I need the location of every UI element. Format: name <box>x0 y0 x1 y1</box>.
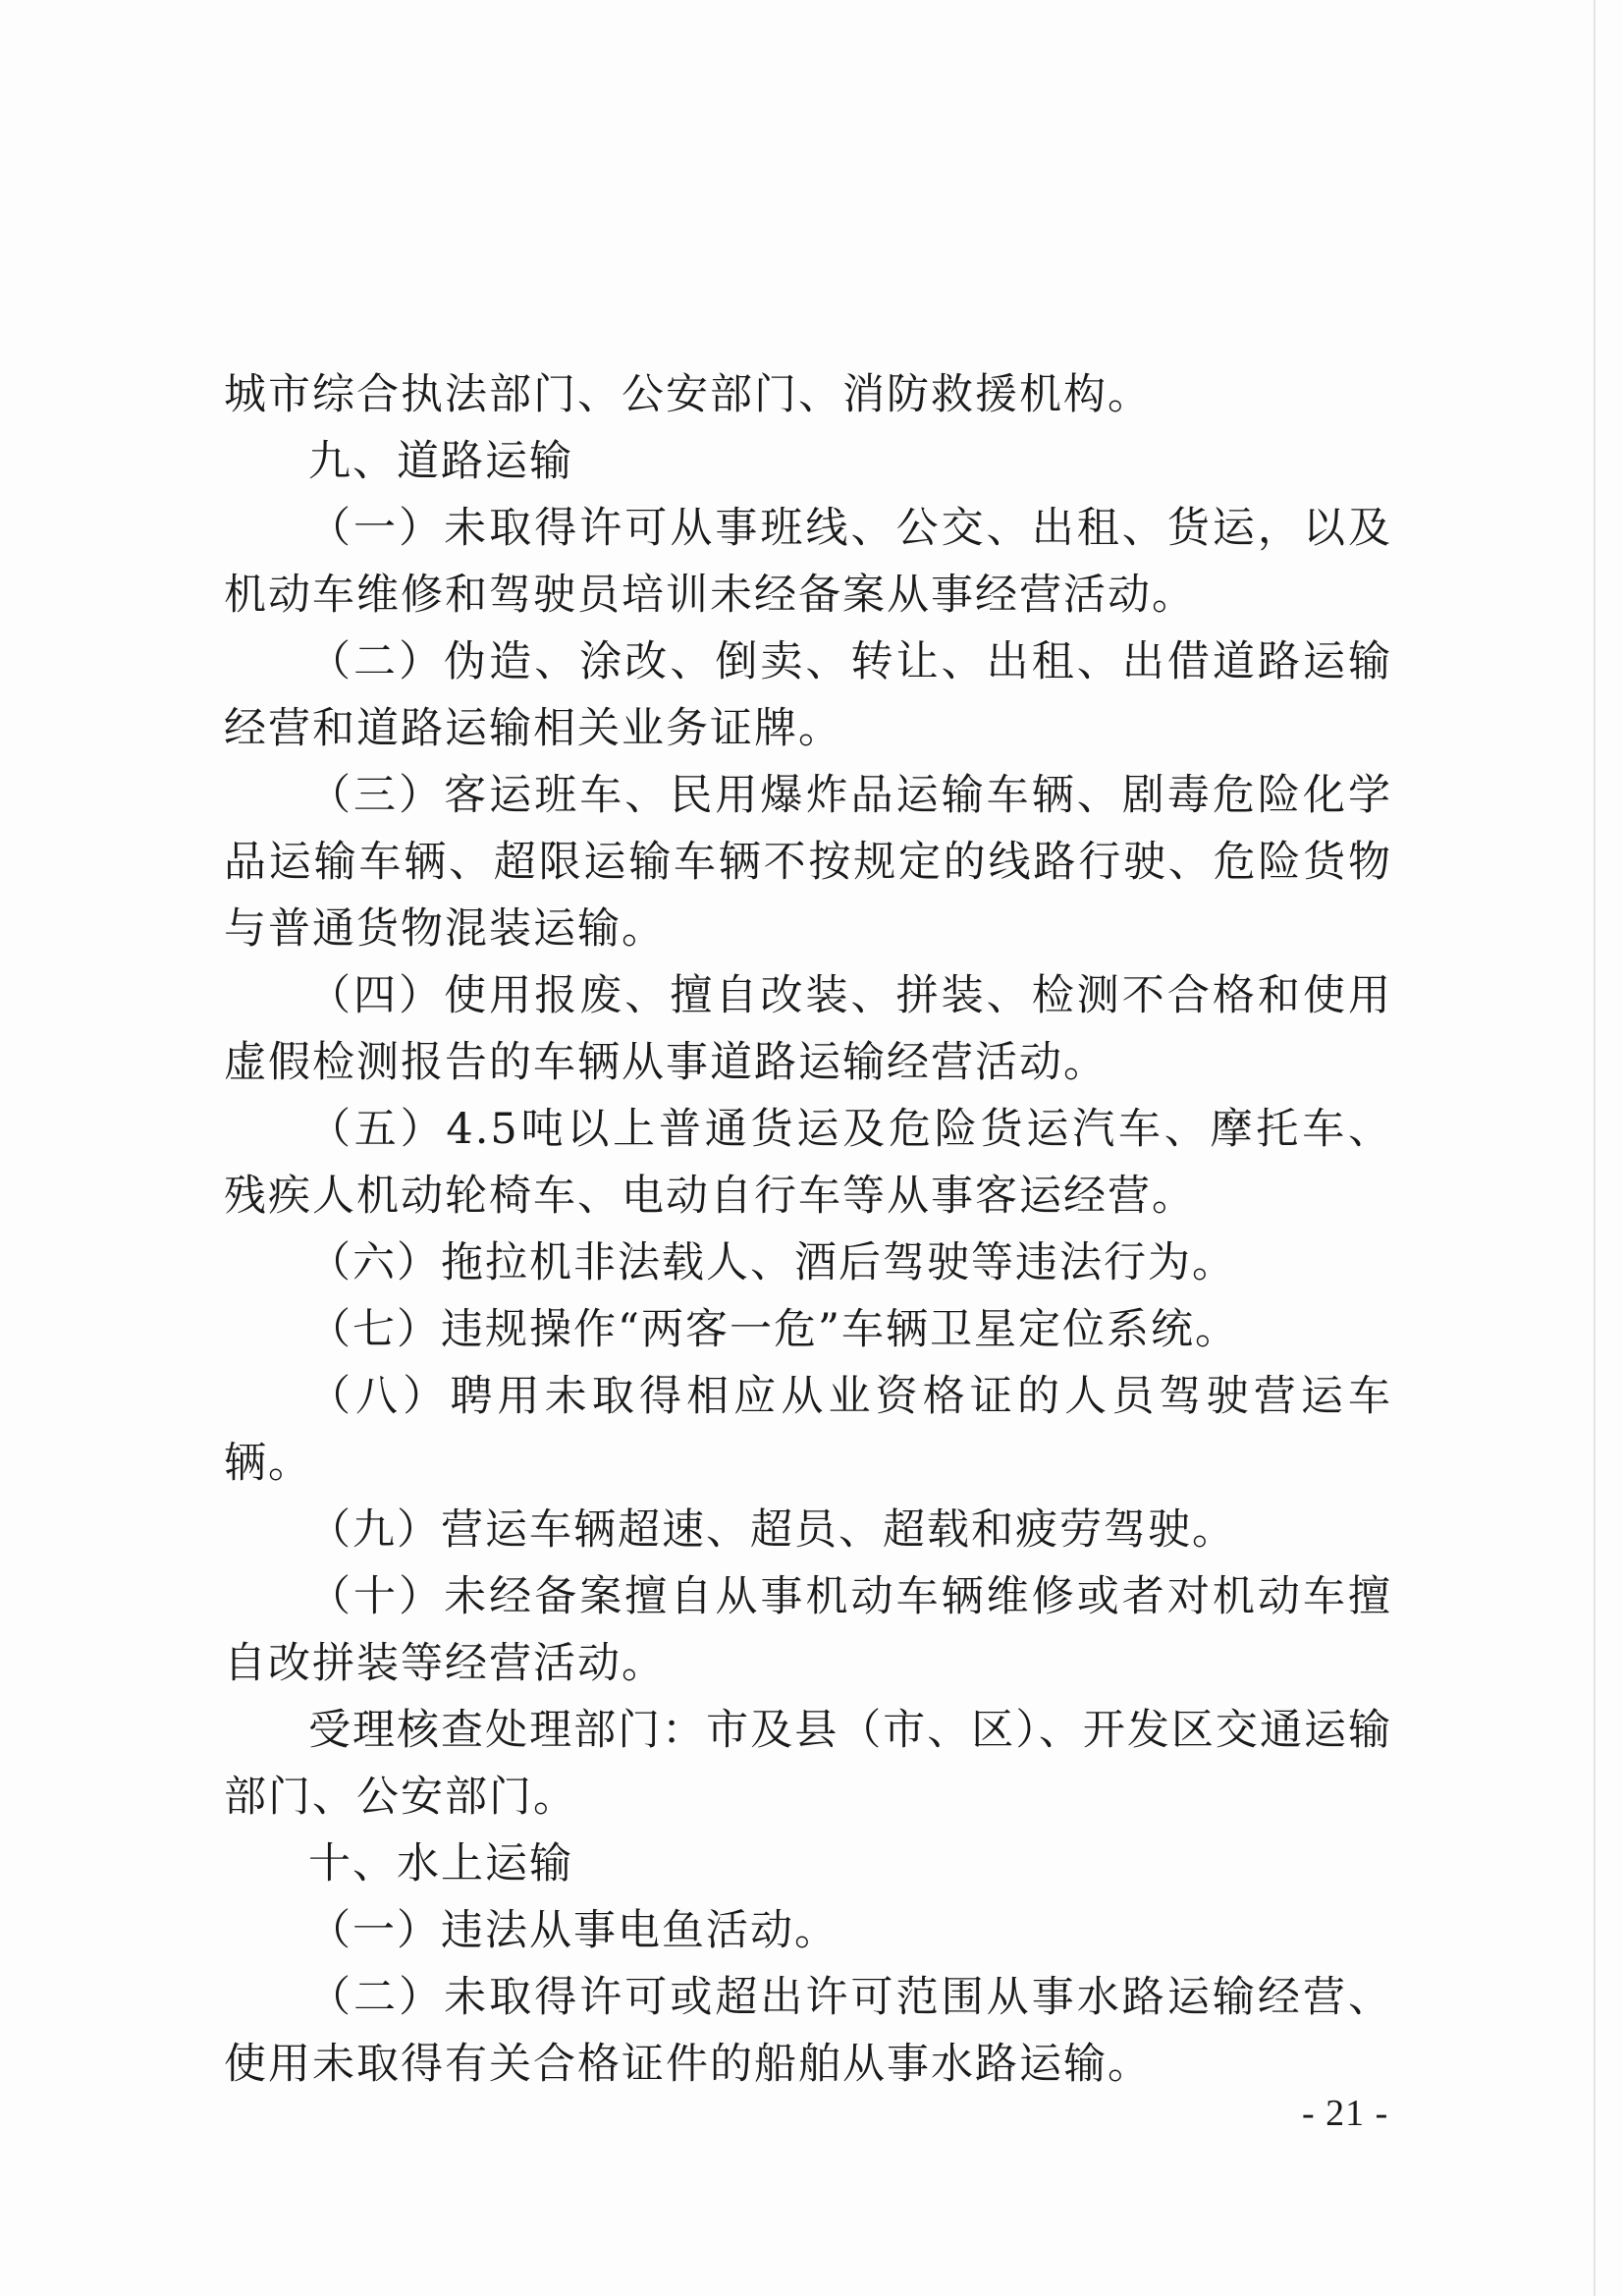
scan-edge-line <box>1594 0 1596 2296</box>
list-item: （八）聘用未取得相应从业资格证的人员驾驶营运车辆。 <box>224 1372 1392 1488</box>
list-item: （二）未取得许可或超出许可范围从事水路运输经营、使用未取得有关合格证件的船舶从事水路运输。 <box>224 1973 1392 2089</box>
list-item: （一）违法从事电鱼活动。 <box>308 1906 839 1955</box>
responsible-departments: 受理核查处理部门：市及县（市、区）、开发区交通运输部门、公安部门。 <box>224 1706 1392 1822</box>
list-item: （二）伪造、涂改、倒卖、转让、出租、出借道路运输经营和道路运输相关业务证牌。 <box>224 637 1392 753</box>
list-item: （十）未经备案擅自从事机动车辆维修或者对机动车擅自改拼装等经营活动。 <box>224 1572 1392 1688</box>
section-heading-water-transport: 十、水上运输 <box>308 1839 573 1888</box>
paragraph-continuation: 城市综合执法部门、公安部门、消防救援机构。 <box>224 370 1152 419</box>
list-item: （五）4.5吨以上普通货运及危险货运汽车、摩托车、残疾人机动轮椅车、电动自行车等从事客运经营。 <box>224 1105 1392 1221</box>
page-number: - 21 - <box>1302 2093 1389 2134</box>
list-item: （三）客运班车、民用爆炸品运输车辆、剧毒危险化学品运输车辆、超限运输车辆不按规定的线路行驶、危险货物与普通货物混装运输。 <box>224 771 1392 954</box>
list-item: （六）拖拉机非法载人、酒后驾驶等违法行为。 <box>308 1238 1236 1287</box>
list-item: （七）违规操作“两客一危”车辆卫星定位系统。 <box>308 1305 1239 1354</box>
body-text <box>224 361 1392 2098</box>
list-item: （一）未取得许可从事班线、公交、出租、货运，以及机动车维修和驾驶员培训未经备案从事经营活动。 <box>224 504 1392 620</box>
list-item: （四）使用报废、擅自改装、拼装、检测不合格和使用虚假检测报告的车辆从事道路运输经营活动。 <box>224 971 1392 1087</box>
section-heading-road-transport: 九、道路运输 <box>308 437 573 486</box>
list-item: （九）营运车辆超速、超员、超载和疲劳驾驶。 <box>308 1505 1236 1555</box>
